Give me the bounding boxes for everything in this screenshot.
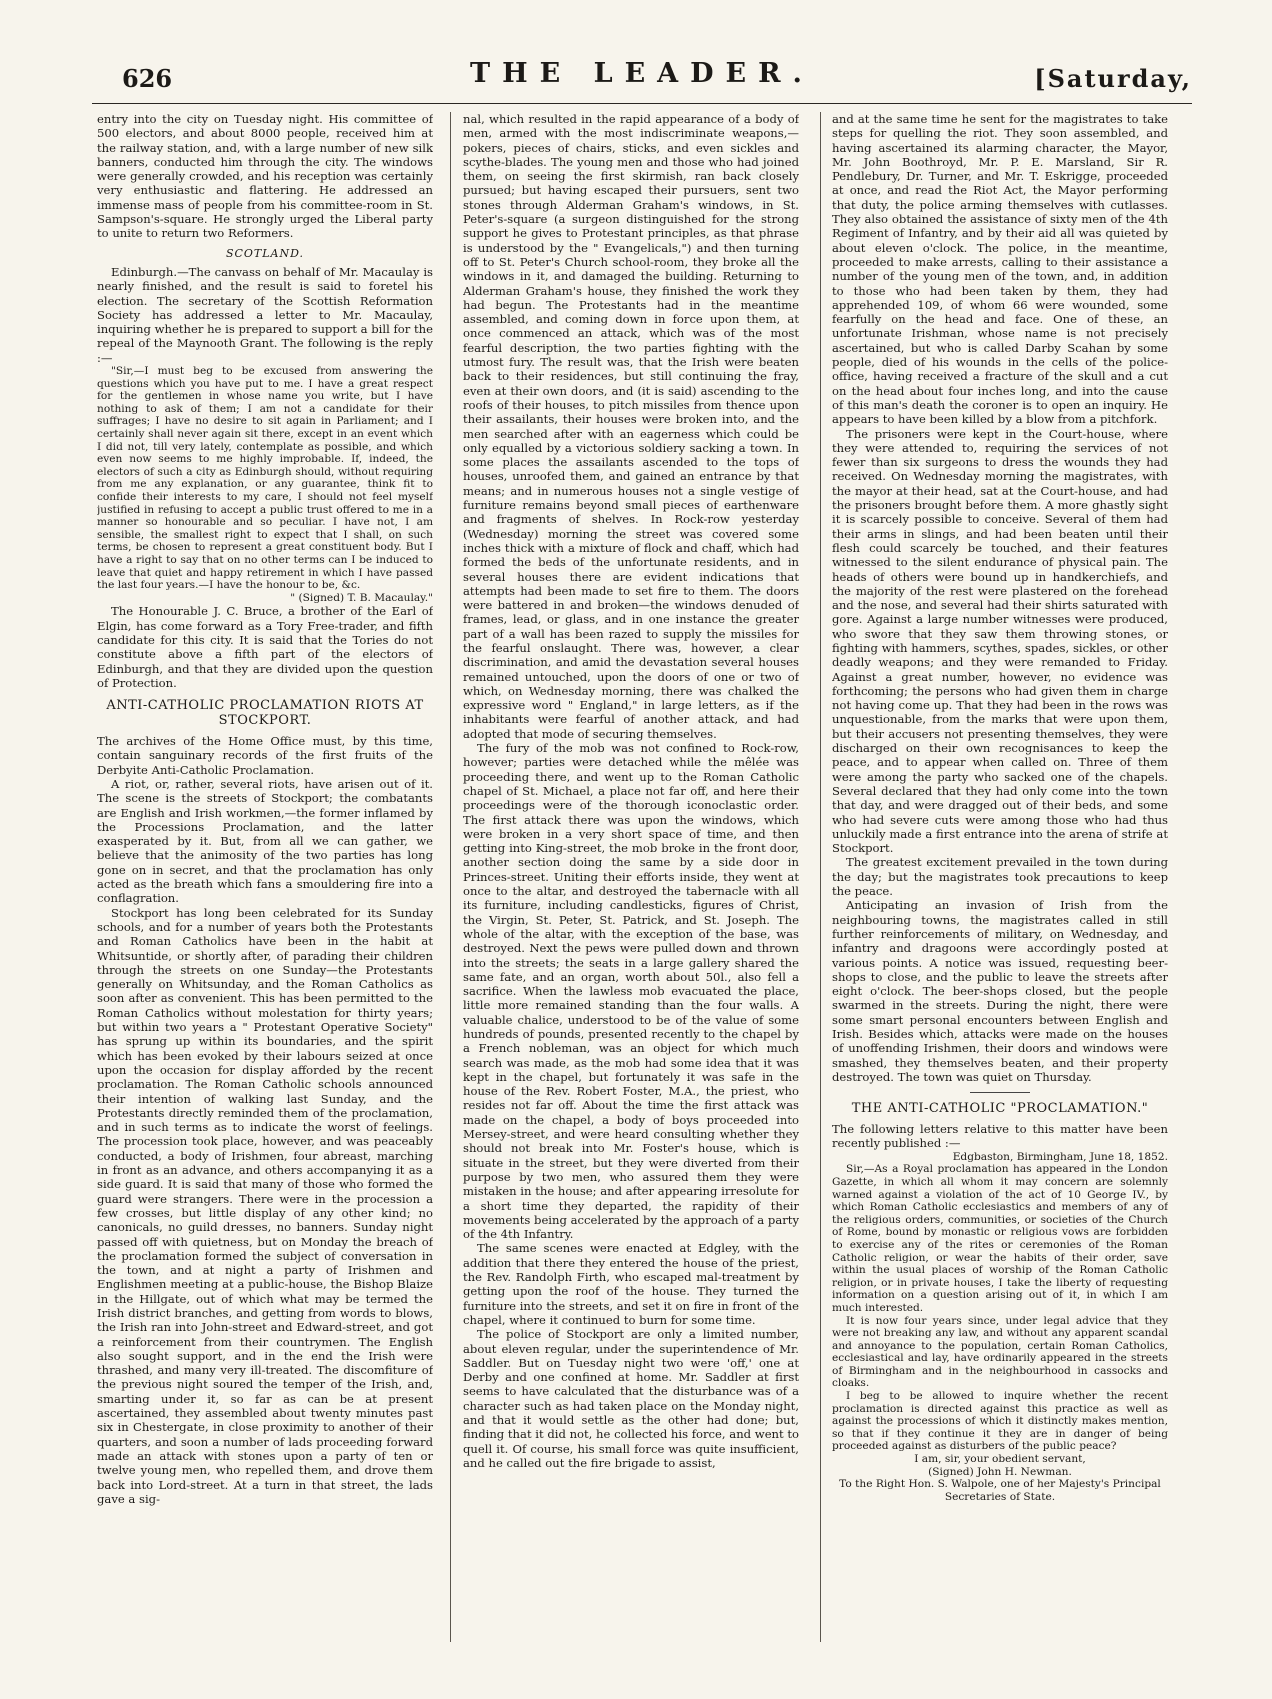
paragraph: Edinburgh.—The canvass on behalf of Mr. Macaulay is nearly finished, and the result is said to foretel his election. The secretary of the Scottish Reformation Society has addressed a letter to Mr. Macaulay, inquiring whether he is prepared to support a bill for the repeal of the Maynooth Grant. The following is the reply :— xyxy=(97,264,433,365)
letter-text: I beg to be allowed to inquire whether the recent proclamation is directed against this practice as well as against the processions of which it distinctly makes mention, so that if they continue it they are in danger of being proceeded against as disturbers of the public peace? xyxy=(832,1390,1168,1453)
section-divider xyxy=(970,1092,1030,1093)
paragraph: entry into the city on Tuesday night. His committee of 500 electors, and about 8000 people, received him at the railway station, and, with a large number of new silk banners, conducted him through the city. The windows were generally crowded, and his reception was certainly very enthusiastic and flattering. He addressed an immense mass of people from his committee-room in St. Sampson's-square. He strongly urged the Liberal party to unite to return two Reformers. xyxy=(97,112,433,241)
article-headline: THE ANTI-CATHOLIC "PROCLAMATION." xyxy=(851,1101,1149,1117)
paragraph: The police of Stockport are only a limited number, about eleven regular, under the superintendence of Mr. Saddler. But on Tuesday night two were 'off,' one at Derby and one confined at home. Mr. Saddler at first seems to have calculated that the disturbance was of a character such as had taken place on the Monday night, and that it would settle as the other had done; but, finding that it did not, he collected his force, and went to quell it. Of course, his small force was quite insufficient, and he called out the fire brigade to assist, xyxy=(463,1327,799,1470)
column-rule xyxy=(450,112,451,1642)
paragraph: The same scenes were enacted at Edgley, with the addition that there they entered the house of the priest, the Rev. Randolph Firth, who escaped mal-treatment by getting upon the roof of the house. They turned the furniture into the streets, and set it on fire in front of the chapel, where it continued to burn for some time. xyxy=(463,1241,799,1327)
column-rule xyxy=(820,112,821,1642)
letter-closing: I am, sir, your obedient servant, xyxy=(914,1453,1086,1466)
letter-addressee: To the Right Hon. S. Walpole, one of her Majesty's Principal Secretaries of State. xyxy=(839,1478,1161,1503)
column-3 xyxy=(832,112,1168,1642)
page-number: 626 xyxy=(122,64,173,93)
paragraph: The prisoners were kept in the Court-house, where they were attended to, requiring the services of not fewer than six surgeons to dress the wounds they had received. On Wednesday morning the magistrates, with the mayor at their head, sat at the Court-house, and had the prisoners brought before them. A more ghastly sight it is scarcely possible to conceive. Several of them had their arms in slings, and had been beaten until their flesh could scarcely be touched, and their features witnessed to the silent endurance of physical pain. The heads of others were bound up in handkerchiefs, and the majority of the rest were plastered on the forehead and the nose, and several had their shirts saturated with gore. Against a large number witnesses were produced, who swore that they saw them throwing stones, or fighting with hammers, scythes, spades, sickles, or other deadly weapons; and they were remanded to Friday. Against a great number, however, no evidence was forthcoming; the persons who had given them in charge not having come up. That they had been in the rows was unquestionable, from the marks that were upon them, but their accusers not presenting themselves, they were discharged on their own recognisances to keep the peace, and to appear when called on. Three of them were among the party who sacked one of the chapels. Several declared that they had only come into the town that day, and were dragged out of their beds, and some who had severe cuts were among those who had thus unluckily made a first entrance into the arena of strife at Stockport. xyxy=(832,426,1168,856)
section-heading: SCOTLAND. xyxy=(225,246,305,260)
letter-text: Sir,—As a Royal proclamation has appeared in the London Gazette, in which all whom it may concern are solemnly warned against a violation of the act of 10 George IV., by which Roman Catholic ecclesiastics and members of any of the religious orders, communities, or societies of the Church of Rome, bound by monastic or religious vows are forbidden to exercise any of the rites or ceremonies of the Roman Catholic religion, or wear the habits of their order, save within the usual places of worship of the Roman Catholic religion, or in private houses, I take the liberty of requesting information on a question arising out of it, in which I am much interested. xyxy=(832,1163,1168,1314)
paragraph: Anticipating an invasion of Irish from the neighbouring towns, the magistrates called in still further reinforcements of military, on Wednesday, and infantry and dragoons were accordingly posted at various points. A notice was issued, requesting beer-shops to close, and the public to leave the streets after eight o'clock. The beer-shops closed, but the people swarmed in the streets. During the night, there were some smart personal encounters between English and Irish. Besides which, attacks were made on the houses of unoffending Irishmen, their doors and windows were smashed, they themselves beaten, and their property destroyed. The town was quiet on Thursday. xyxy=(832,898,1168,1084)
paragraph: The Honourable J. C. Bruce, a brother of the Earl of Elgin, has come forward as a Tory Free-trader, and fifth candidate for this city. It is said that the Tories do not constitute above a fifth part of the electors of Edinburgh, and that they are divided upon the question of Protection. xyxy=(97,604,433,690)
article-headline: ANTI-CATHOLIC PROCLAMATION RIOTS AT STOCKPORT. xyxy=(106,698,424,729)
letter-text: It is now four years since, under legal advice that they were not breaking any law, and without any apparent scandal and annoyance to the population, certain Roman Catholics, ecclesiastical and lay, have ordinarily appeared in the streets of Birmingham and in the neighbourhood in cassocks and cloaks. xyxy=(832,1314,1168,1390)
masthead-title: THE LEADER. xyxy=(470,58,814,89)
letter-signature: " (Signed) T. B. Macaulay." xyxy=(290,591,433,604)
paragraph: The following letters relative to this matter have been recently published :— xyxy=(832,1122,1168,1151)
day-label: [Saturday, xyxy=(1034,64,1192,93)
paragraph: Stockport has long been celebrated for its Sunday schools, and for a number of years both the Protestants and Roman Catholics have been in the habit at Whitsuntide, or shortly after, of parading their children through the streets on one Sunday—the Protestants generally on Whitsunday, and the Roman Catholics as soon after as convenient. This has been permitted to the Roman Catholics without molestation for thirty years; but within two years a " Protestant Operative Society" has sprung up within its boundaries, and the spirit which has been evoked by their labours seized at once upon the occasion for display afforded by the recent proclamation. The Roman Catholic schools announced their intention of walking last Sunday, and the Protestants directly reminded them of the proclamation, and in such terms as to indicate the worst of feelings. The procession took place, however, and was peaceably conducted, a body of Irishmen, four abreast, marching in front as an advance, and others accompanying it as a side guard. It is said that many of those who formed the guard were strangers. There were in the procession a few crosses, but little display of any other kind; no canonicals, no guild dresses, no banners. Sunday night passed off with quietness, but on Monday the breach of the proclamation formed the subject of conversation in the town, and at night a party of Irishmen and Englishmen meeting at a public-house, the Bishop Blaize in the Hillgate, out of which what may be termed the Irish district branches, and getting from words to blows, the Irish ran into John-street and Edward-street, and got a reinforcement from their countrymen. The English also sought support, and in the end the Irish were thrashed, and many very ill-treated. The discomfiture of the previous night soured the temper of the Irish, and, smarting under it, so far as can be at present ascertained, they assembled about twenty minutes past six in Chestergate, in close proximity to another of their quarters, and soon a number of lads proceeding forward made an attack with stones upon a party of ten or twelve young men, who repelled them, and drove them back into Lord-street. At a turn in that street, the lads gave a sig- xyxy=(97,905,433,1506)
paragraph: A riot, or, rather, several riots, have arisen out of it. The scene is the streets of Stockport; the combatants are English and Irish workmen,—the former inflamed by the Processions Proclamation, and the latter exasperated by it. But, from all we can gather, we believe that the animosity of the two parties has long gone on in secret, and that the proclamation has only acted as the breath which fans a smouldering fire into a conflagration. xyxy=(97,777,433,906)
letter-signature: (Signed) John H. Newman. xyxy=(928,1465,1072,1478)
column-1 xyxy=(97,112,433,1642)
paragraph: nal, which resulted in the rapid appearance of a body of men, armed with the most indiscriminate weapons,—pokers, pieces of chairs, sticks, and even sickles and scythe-blades. The young men and those who had joined them, on seeing the first skirmish, ran back closely pursued; but having escaped their pursuers, sent two stones through Alderman Graham's windows, in St. Peter's-square (a surgeon distinguished for the strong support he gives to Protestant principles, as that phrase is understood by the " Evangelicals,") and then turning off to St. Peter's Church school-room, they broke all the windows in it, and damaged the building. Returning to Alderman Graham's house, they finished the work they had begun. The Protestants had in the meantime assembled, and coming down in force upon them, at once commenced an attack, which was of the most fearful description, the two parties fighting with the utmost fury. The result was, that the Irish were beaten back to their residences, but still continuing the fray, even at their own doors, and (it is said) ascending to the roofs of their houses, to pitch missiles from thence upon their assailants, their houses were broken into, and the men searched after with an eagerness which could be only equalled by a victorious soldiery sacking a town. In some places the assailants ascended to the tops of houses, unroofed them, and gained an entrance by that means; and in numerous houses not a single vestige of furniture remains beyond small pieces of earthenware and fragments of shelves. In Rock-row yesterday (Wednesday) morning the street was covered some inches thick with a mixture of flock and chaff, which had formed the beds of the unfortunate residents, and in several houses there are evident indications that attempts had been made to set fire to them. The doors were battered in and broken—the windows denuded of frames, lead, or glass, and in one instance the greater part of a wall has been razed to supply the missiles for the fearful onslaught. There was, however, a clear discrimination, and amid the devastation several houses remained untouched, upon the doors of one or two of which, on Wednesday morning, there was chalked the expressive word " England," in large letters, as if the inhabitants were fearful of another attack, and had adopted that mode of securing themselves. xyxy=(463,112,799,741)
header-rule xyxy=(92,103,1192,104)
paragraph: and at the same time he sent for the magistrates to take steps for quelling the riot. They soon assembled, and having ascertained its alarming character, the Mayor, Mr. John Boothroyd, Mr. P. E. Marsland, Sir R. Pendlebury, Dr. Turner, and Mr. T. Eskrigge, proceeded at once, and read the Riot Act, the Mayor performing that duty, the police arming themselves with cutlasses. They also obtained the assistance of sixty men of the 4th Regiment of Infantry, and by their aid all was quieted by about eleven o'clock. The police, in the meantime, proceeded to make arrests, calling to their assistance a number of the young men of the town, and, in addition to those who had been taken by them, they had apprehended 109, of whom 66 were wounded, some fearfully on the head and face. One of these, an unfortunate Irishman, whose name is not precisely ascertained, but who is called Darby Scahan by some people, died of his wounds in the cells of the police-office, having received a fracture of the skull and a cut on the head about four inches long, and into the cause of this man's death the coroner is to open an inquiry. He appears to have been killed by a blow from a pitchfork. xyxy=(832,112,1168,427)
page-header xyxy=(92,58,1192,98)
paragraph: The archives of the Home Office must, by this time, contain sanguinary records of the first fruits of the Derbyite Anti-Catholic Proclamation. xyxy=(97,734,433,777)
paragraph: The greatest excitement prevailed in the town during the day; but the magistrates took precautions to keep the peace. xyxy=(832,855,1168,899)
paragraph: The fury of the mob was not confined to Rock-row, however; parties were detached while the mêlée was proceeding there, and went up to the Roman Catholic chapel of St. Michael, a place not far off, and here their proceedings were of the thorough iconoclastic order. The first attack there was upon the windows, which were broken in a very short space of time, and then getting into King-street, the mob broke in the front door, another section doing the same by a side door in Princes-street. Uniting their efforts inside, they went at once to the altar, and destroyed the tabernacle with all its furniture, including candlesticks, figures of Christ, the Virgin, St. Peter, St. Patrick, and St. Joseph. The whole of the altar, with the exception of the base, was destroyed. Next the pews were pulled down and thrown into the streets; the seats in a large gallery shared the same fate, and an organ, worth about 50l., also fell a sacrifice. When the lawless mob evacuated the place, little more remained standing than the four walls. A valuable chalice, understood to be of the value of some hundreds of pounds, presented recently to the chapel by a French nobleman, was an object for which much search was made, as the mob had some idea that it was kept in the chapel, but fortunately it was safe in the house of the Rev. Robert Foster, M.A., the priest, who resides not far off. About the time the first attack was made on the chapel, a body of boys proceeded into Mersey-street, and were heard consulting whether they should not break into Mr. Foster's house, which is situate in the street, but they were diverted from their purpose by two men, who assured them they were mistaken in the house; and after appearing irresolute for a short time they departed, the rapidity of their movements being accelerated by the approach of a party of the 4th Infantry. xyxy=(463,741,799,1242)
column-2 xyxy=(463,112,799,1642)
letter-text: "Sir,—I must beg to be excused from answering the questions which you have put to me. I have a great respect for the gentlemen in whose name you write, but I have nothing to ask of them; I am not a candidate for their suffrages; I have no desire to sit again in Parliament; and I certainly shall never again sit there, except in an event which I did not, till very lately, contemplate as possible, and which even now seems to me highly improbable. If, indeed, the electors of such a city as Edinburgh should, without requiring from me any explanation, or any guarantee, think fit to confide their interests to my care, I should not feel myself justified in refusing to accept a public trust offered to me in a manner so honourable and so peculiar. I have not, I am sensible, the smallest right to expect that I shall, on such terms, be chosen to represent a great constituent body. But I have a right to say that on no other terms can I be induced to leave that quiet and happy retirement in which I have passed the last four years.—I have the honour to be, &c. xyxy=(97,365,433,592)
letter-dateline: Edgbaston, Birmingham, June 18, 1852. xyxy=(952,1150,1168,1163)
